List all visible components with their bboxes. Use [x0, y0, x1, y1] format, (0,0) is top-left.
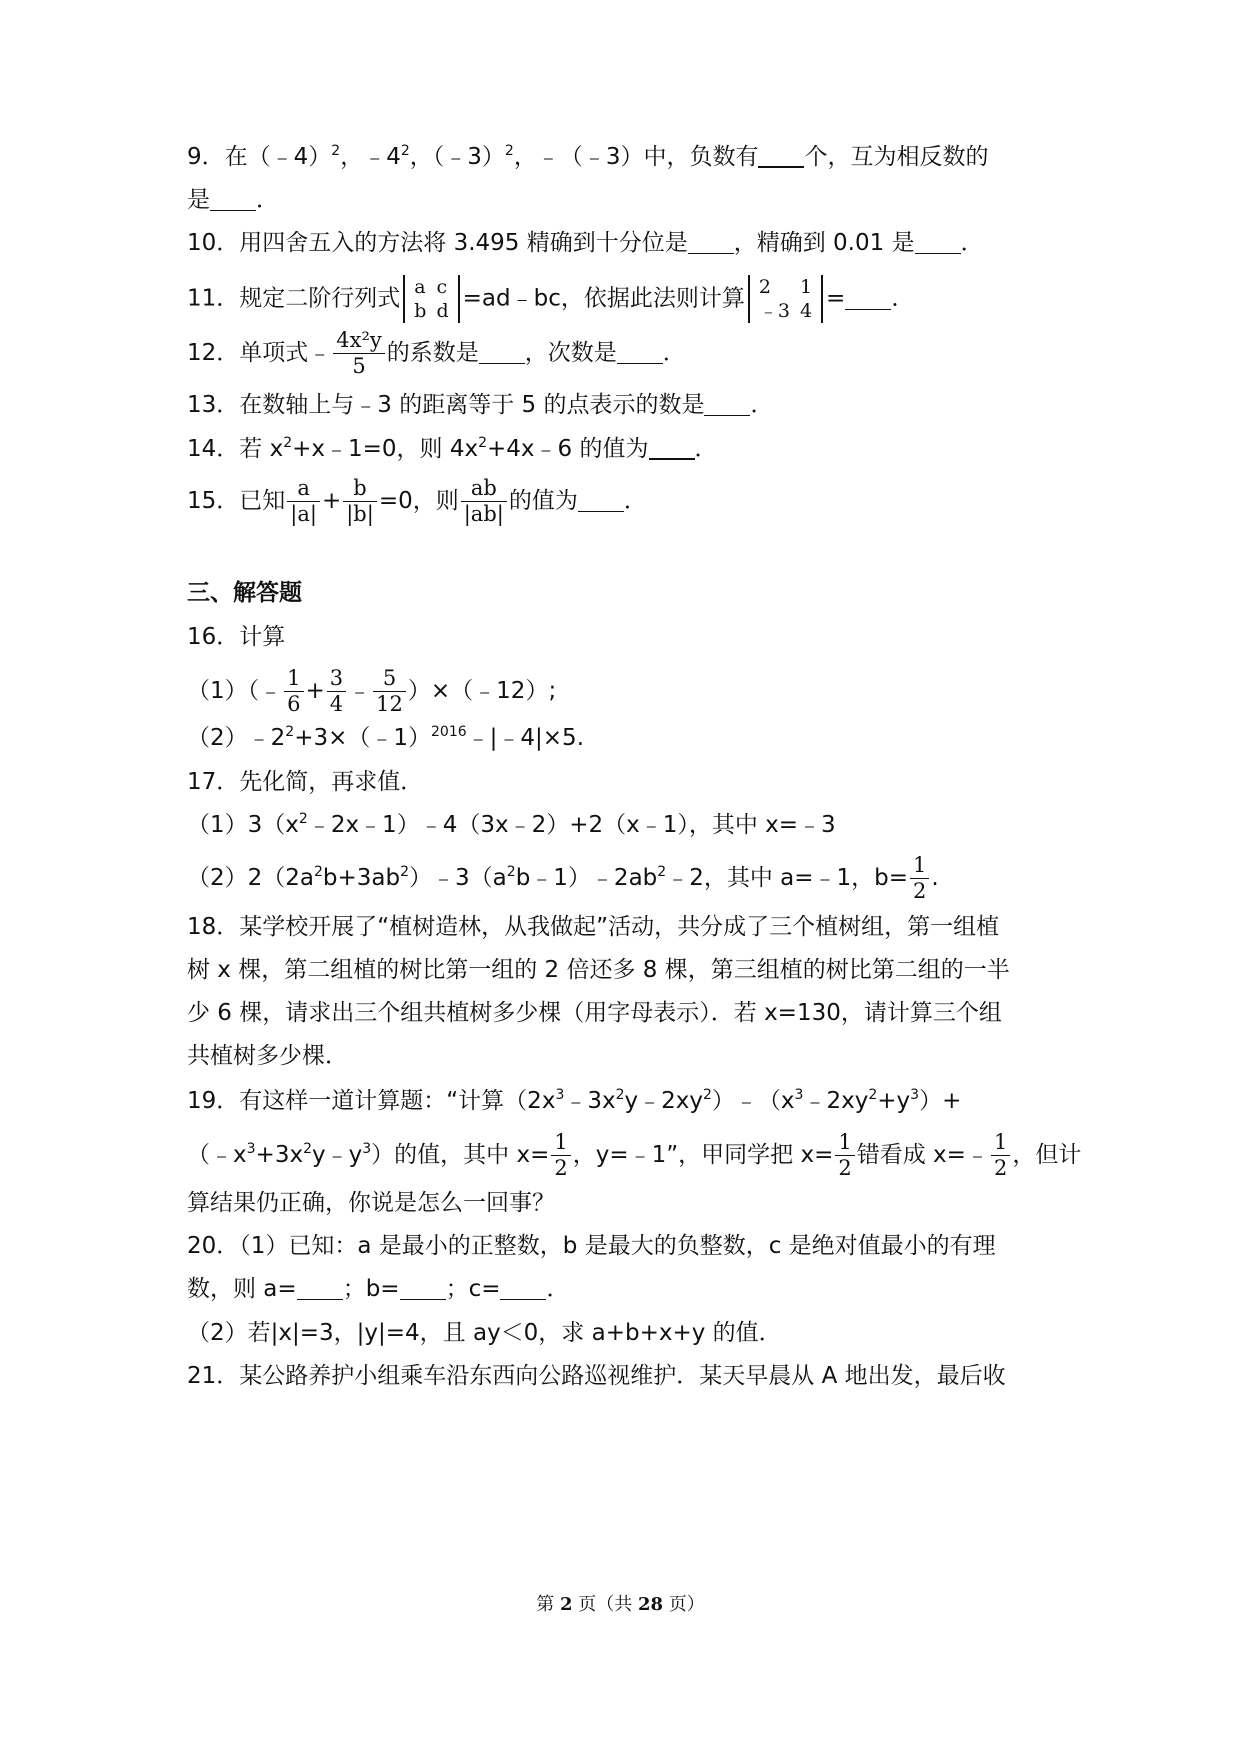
text: ﹣	[348, 678, 372, 704]
text: ，次数是	[524, 340, 617, 366]
fraction: $\frac{1}{6}$	[284, 668, 303, 715]
determinant-definition: a c b d	[403, 275, 459, 323]
answer-blank[interactable]	[704, 391, 750, 416]
superscript: 2	[657, 864, 667, 880]
question-18-line-4: 共植树多少棵．	[187, 1043, 348, 1069]
question-16-title: 16．计算	[187, 624, 286, 650]
question-18-line-2: 树 x 棵，第二组植的树比第一组的 2 倍还多 8 棵，第三组植的树比第二组的一半	[187, 957, 1010, 983]
text: ．	[662, 340, 686, 366]
question-11	[187, 275, 1061, 323]
text: ，（﹣3）	[409, 144, 505, 170]
fraction: $\frac{b}{|b|}$	[343, 478, 377, 525]
answer-blank[interactable]	[400, 1275, 446, 1300]
answer-blank[interactable]	[617, 339, 663, 364]
question-12	[187, 330, 1061, 377]
text: 12．单项式﹣	[187, 340, 332, 366]
question-10	[187, 223, 1061, 263]
text: ﹣2，其中 a=﹣1，b=	[666, 865, 909, 891]
superscript: 2	[331, 143, 341, 159]
fraction: $\frac{3}{4}$	[327, 668, 346, 715]
text: ﹣2x﹣1）﹣4（3x﹣2）+2（x﹣1），其中 x=﹣3	[307, 812, 836, 838]
text: 的值为	[508, 488, 578, 514]
text: 的系数是	[386, 340, 479, 366]
text: （1）3（x	[187, 812, 299, 838]
question-9-line-2	[187, 180, 1061, 220]
text: 是	[187, 187, 210, 213]
text: b﹣1）﹣2ab	[515, 865, 658, 891]
question-20-line-2: 数，则 a= ；b= ；c= ．	[187, 1276, 570, 1302]
fraction: $\frac{a}{|a|}$	[287, 478, 320, 525]
determinant-example: 2 1 ﹣3 4	[748, 275, 823, 323]
text: （﹣x	[187, 1142, 247, 1168]
text: ．	[694, 436, 718, 462]
question-20-line-3: （2）若|x|=3，|y|=4，且 ay＜0，求 a+b+x+y 的值．	[187, 1320, 782, 1346]
question-19-line-2: $(﹣x^3+3x^2y﹣y^3)$的值，其中 x= $\frac{1}{2}$ ，y=﹣1”，甲同学把 x= $\frac{1}{2}$ 错看成 x=﹣ $\frac{1}{2}$ ，但计	[187, 1130, 1082, 1180]
text: +x﹣1=0，则 4x	[292, 436, 479, 462]
text: 15．已知	[187, 488, 286, 514]
text: =	[826, 285, 846, 312]
superscript: 2	[504, 143, 514, 159]
text: ．	[623, 488, 647, 514]
question-20-line-1: 20．（1）已知：a 是最小的正整数，b 是最大的负整数，c 是绝对值最小的有理	[187, 1233, 996, 1259]
text: 11．规定二阶行列式	[187, 285, 401, 312]
text: ）×（﹣12）;	[407, 678, 557, 704]
fraction: $\frac{\text{4x²y}}{5}$	[333, 330, 385, 377]
text: ．	[750, 392, 774, 418]
answer-blank[interactable]	[758, 142, 804, 168]
fraction: $\frac{ab}{|ab|}$	[461, 478, 507, 525]
question-17-part-1	[187, 805, 1061, 845]
section-heading: 三、解答题	[187, 580, 302, 606]
question-17-title: 17．先化简，再求值．	[187, 769, 424, 795]
question-15	[187, 478, 1061, 525]
answer-blank[interactable]	[649, 434, 695, 460]
question-19-line-3: 算结果仍正确，你说是怎么一回事？	[187, 1190, 555, 1216]
superscript: 2016	[431, 724, 467, 740]
text: ．	[891, 285, 915, 312]
fraction: $\frac{1}{2}$	[910, 855, 929, 902]
superscript: 2	[400, 864, 410, 880]
text: +4x﹣6 的值为	[487, 436, 649, 462]
text: 13．在数轴上与﹣3 的距离等于 5 的点表示的数是	[187, 392, 705, 418]
question-19-line-1: 19．有这样一道计算题：“计算$(2x^3﹣3x^2y﹣2xy^2)﹣(x^3﹣2xy^2+y^3)+$	[187, 1087, 962, 1114]
text: b+3ab	[322, 865, 401, 891]
text: =ad﹣bc，依据此法则计算	[462, 285, 745, 312]
fraction: $\frac{1}{2}$	[835, 1132, 854, 1179]
text: +	[321, 488, 342, 514]
question-16-part-2	[187, 718, 1061, 758]
answer-blank[interactable]	[578, 487, 624, 512]
question-17-part-2	[187, 855, 1061, 902]
question-18-line-1: 18．某学校开展了“植树造林，从我做起”活动，共分成了三个植树组，第一组植	[187, 914, 1000, 940]
text: ，﹣（﹣3）中，负数有	[513, 144, 759, 170]
text: （1）（﹣	[187, 678, 283, 704]
question-13	[187, 385, 1061, 425]
superscript: 2	[283, 435, 293, 451]
text: 14．若 x	[187, 436, 284, 462]
text: ．	[256, 187, 279, 213]
answer-blank[interactable]	[297, 1275, 343, 1300]
question-21-line-1: 21．某公路养护小组乘车沿东西向公路巡视维护．某天早晨从 A 地出发，最后收	[187, 1363, 1006, 1389]
question-18-line-3: 少 6 棵，请求出三个组共植树多少棵（用字母表示）．若 x=130，请计算三个组	[187, 1000, 1002, 1026]
text: 9．在（﹣4）	[187, 144, 332, 170]
fraction: $\frac{5}{12}$	[373, 668, 406, 715]
answer-blank[interactable]	[479, 339, 525, 364]
text: +3×（﹣1）	[294, 725, 432, 751]
text: ．	[960, 230, 984, 256]
superscript: 2	[298, 811, 308, 827]
fraction: $\frac{1}{2}$	[991, 1132, 1010, 1179]
answer-blank[interactable]	[688, 229, 734, 254]
text: 19．有这样一道计算题：“计算（2x	[187, 1088, 556, 1114]
text: ，﹣4	[340, 144, 401, 170]
answer-blank[interactable]	[500, 1275, 546, 1300]
text: ﹣|﹣4|×5.	[466, 725, 585, 751]
text: （2）﹣2	[187, 725, 286, 751]
text: 个，互为相反数的	[804, 144, 989, 170]
superscript: 2	[314, 864, 323, 880]
text: +	[305, 678, 325, 704]
page-footer: 第 2 页（共 28 页）	[536, 1594, 705, 1615]
answer-blank[interactable]	[210, 186, 256, 211]
answer-blank[interactable]	[845, 285, 891, 310]
text: （2）2（2a	[187, 865, 314, 891]
question-14	[187, 429, 1061, 469]
text: 数，则 a=	[187, 1276, 297, 1302]
text: =0，则	[378, 488, 459, 514]
text: .	[931, 865, 939, 891]
superscript: 2	[400, 143, 410, 159]
superscript: 2	[478, 435, 488, 451]
superscript: 2	[285, 724, 295, 740]
fraction: $\frac{1}{2}$	[551, 1132, 570, 1179]
total-pages: 28	[637, 1594, 664, 1615]
superscript: 2	[506, 864, 516, 880]
question-16-part-1	[187, 668, 1061, 715]
answer-blank[interactable]	[915, 229, 961, 254]
page-number: 2	[559, 1594, 573, 1615]
text: ，精确到 0.01 是	[733, 230, 915, 256]
question-9-line-1	[187, 137, 1061, 177]
text: ）﹣3（a	[409, 865, 507, 891]
text: 10．用四舍五入的方法将 3.495 精确到十分位是	[187, 230, 688, 256]
